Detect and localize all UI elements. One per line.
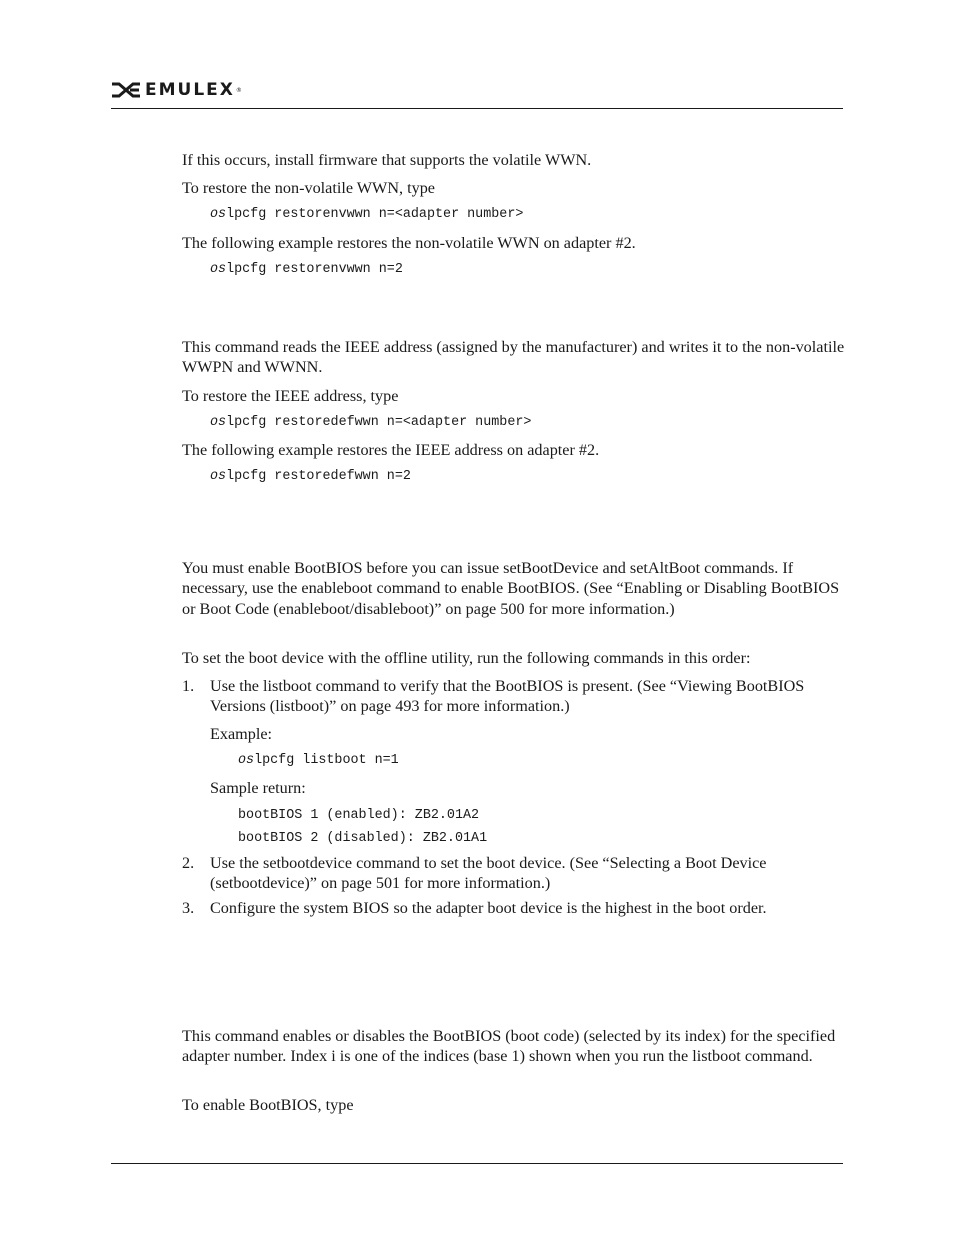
list-number: 1. [182, 677, 195, 695]
list-number: 2. [182, 854, 195, 872]
code-os-prefix: os [210, 469, 227, 484]
brand-name: EMULEX [145, 80, 235, 100]
code-os-prefix: os [210, 415, 227, 430]
code-os-prefix: os [238, 753, 255, 768]
paragraph: To set the boot device with the offline utility, run the following commands in this order: [182, 649, 751, 667]
paragraph: This command reads the IEEE address (assigned by the manufacturer) and writes it to the non-volatile WWPN and WWNN. [182, 338, 845, 377]
paragraph: The following example restores the non-volatile WWN on adapter #2. [182, 234, 636, 252]
footer-rule [111, 1163, 843, 1164]
paragraph: To enable BootBIOS, type [182, 1096, 354, 1114]
list-item-text: Configure the system BIOS so the adapter boot device is the highest in the boot order. [210, 899, 767, 917]
code-text: lpcfg restorenvwwn n=2 [226, 262, 403, 277]
code-text: lpcfg listboot n=1 [254, 753, 399, 768]
code-line: bootBIOS 2 (disabled): ZB2.01A1 [238, 831, 488, 846]
code-line [238, 752, 399, 770]
code-os-prefix: os [210, 262, 227, 277]
list-item-text: Use the setbootdevice command to set the boot device. (See “Selecting a Boot Device (setbootdevice)” on page 501 for more information.) [210, 854, 767, 893]
trademark-mark: ® [235, 86, 242, 94]
code-text: lpcfg restoredefwwn n=<adapter number> [226, 415, 532, 430]
code-text: lpcfg restorenvwwn n=<adapter number> [226, 207, 524, 222]
example-label: Example: [210, 725, 273, 743]
list-item-text: Use the listboot command to verify that the BootBIOS is present. (See “Viewing BootBIOS Versions (listboot)” on page 493 for more information.) [210, 677, 805, 716]
code-line [210, 414, 531, 432]
code-text: lpcfg restoredefwwn n=2 [226, 469, 411, 484]
code-line [210, 206, 523, 224]
code-line [210, 261, 403, 279]
emulex-logo [111, 80, 242, 100]
list-number: 3. [182, 899, 195, 917]
paragraph: If this occurs, install firmware that supports the volatile WWN. [182, 151, 592, 169]
paragraph: You must enable BootBIOS before you can issue setBootDevice and setAltBoot commands. If necessary, use the enableboot command to enable BootBIOS. (See “Enabling or Disabling BootBIOS or Boot Code (enableboot/disableboot)” on page 500 for more information.) [182, 559, 840, 618]
paragraph: To restore the IEEE address, type [182, 387, 399, 405]
emulex-logo-icon [111, 82, 141, 98]
code-line: bootBIOS 1 (enabled): ZB2.01A2 [238, 808, 480, 823]
header-rule [111, 108, 843, 109]
paragraph: To restore the non-volatile WWN, type [182, 179, 435, 197]
code-line [210, 468, 411, 486]
paragraph: This command enables or disables the BootBIOS (boot code) (selected by its index) for the specified adapter number. Index i is one of the indices (base 1) shown when you run the listboot command. [182, 1027, 836, 1066]
paragraph: The following example restores the IEEE address on adapter #2. [182, 441, 600, 459]
sample-return-label: Sample return: [210, 779, 306, 797]
code-os-prefix: os [210, 207, 227, 222]
